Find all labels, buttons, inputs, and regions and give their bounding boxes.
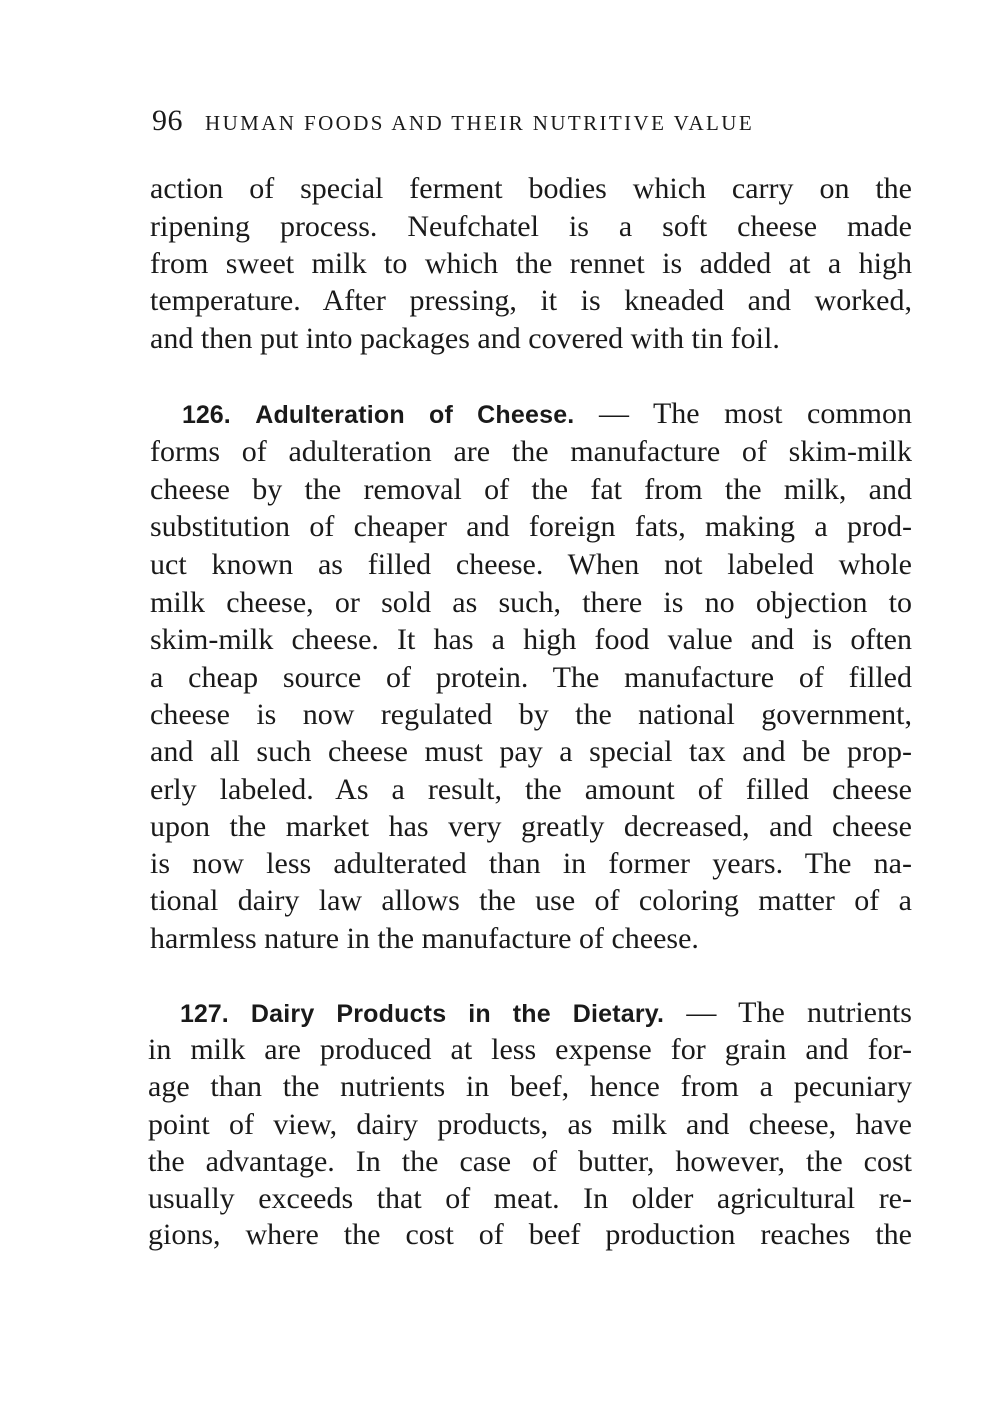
heading-line-rest: — The most common	[598, 397, 912, 430]
text-line: substitution of cheaper and foreign fats, making a prod-	[150, 510, 912, 543]
text-line: and then put into packages and covered with tin foil.	[150, 322, 780, 355]
text-line: cheese is now regulated by the national government,	[150, 698, 912, 731]
text-line: milk cheese, or sold as such, there is no objection to	[150, 586, 912, 619]
section-title: Dairy Products in the Dietary.	[250, 1000, 665, 1028]
text-line: ripening process. Neufchatel is a soft cheese made	[150, 210, 912, 243]
text-line: usually exceeds that of meat. In older agricultural re-	[148, 1182, 912, 1215]
text-line: is now less adulterated than in former years. The na-	[150, 847, 912, 880]
text-line: harmless nature in the manufacture of cheese.	[150, 922, 699, 955]
text-line: gions, where the cost of beef production reaches the	[148, 1218, 912, 1251]
text-line: from sweet milk to which the rennet is added at a high	[150, 247, 912, 280]
text-line: point of view, dairy products, as milk and cheese, have	[148, 1108, 912, 1141]
text-line: action of special ferment bodies which carry on the	[150, 172, 912, 205]
text-line: and all such cheese must pay a special tax and be prop-	[150, 735, 912, 768]
running-head	[152, 104, 912, 144]
text-line: the advantage. In the case of butter, however, the cost	[148, 1145, 912, 1178]
text-line: age than the nutrients in beef, hence from a pecuniary	[148, 1070, 912, 1103]
text-line: tional dairy law allows the use of coloring matter of a	[150, 884, 912, 917]
page-number: 96	[152, 104, 183, 137]
section-heading-line	[182, 395, 912, 433]
text-line: temperature. After pressing, it is kneaded and worked,	[150, 284, 912, 317]
text-line: upon the market has very greatly decreased, and cheese	[150, 810, 912, 843]
text-line: cheese by the removal of the fat from the milk, and	[150, 473, 912, 506]
running-title: HUMAN FOODS AND THEIR NUTRITIVE VALUE	[205, 111, 755, 135]
section-number: 127.	[180, 1000, 229, 1028]
section-number: 126.	[182, 401, 231, 429]
text-line: erly labeled. As a result, the amount of filled cheese	[150, 773, 912, 806]
text-line: skim-milk cheese. It has a high food value and is often	[150, 623, 912, 656]
text-line: forms of adulteration are the manufacture of skim-milk	[150, 435, 912, 468]
section-heading-line	[180, 994, 912, 1032]
text-line: a cheap source of protein. The manufacture of filled	[150, 661, 912, 694]
section-title: Adulteration of Cheese.	[255, 401, 575, 429]
text-line: uct known as filled cheese. When not labeled whole	[150, 548, 912, 581]
text-line: in milk are produced at less expense for grain and for-	[148, 1033, 912, 1066]
heading-line-rest: — The nutrients	[686, 996, 912, 1029]
